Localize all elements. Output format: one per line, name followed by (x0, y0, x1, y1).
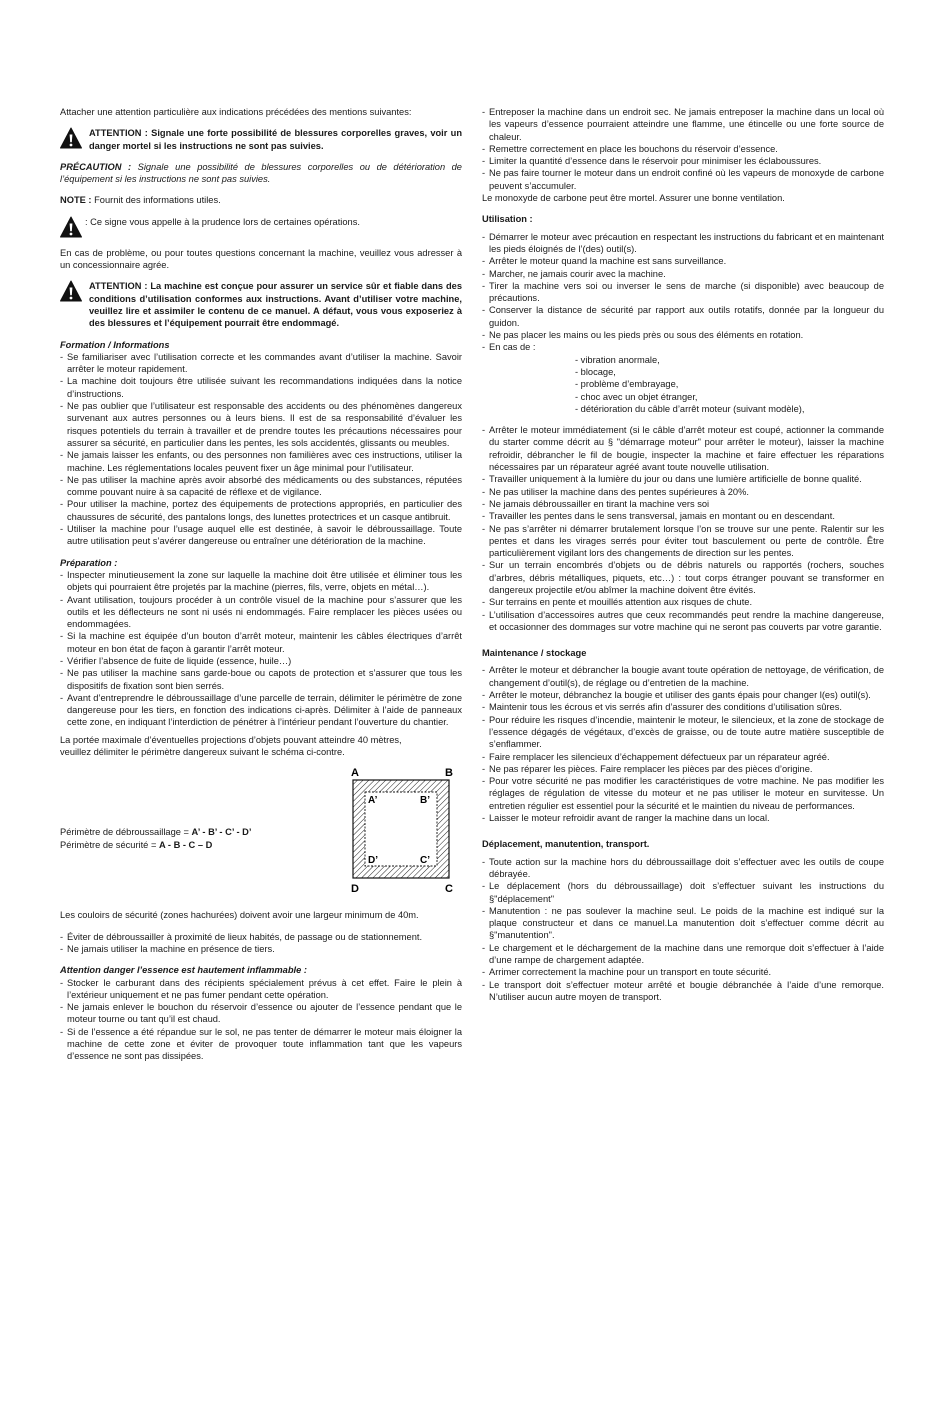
list-item: - Démarrer le moteur avec précaution en respectant les instructions du fabricant et en maintenant les pieds éloignés de l’(des) outil(s). (482, 231, 884, 256)
list-item: - La machine doit toujours être utilisée suivant les recommandations indiquées dans la notice d’instructions. (60, 375, 462, 400)
maintenance-list (482, 664, 884, 824)
list-item: - Ne pas faire tourner le moteur dans un endroit confiné où les vapeurs de monoxyde de carbone peuvent s’accumuler. (482, 167, 884, 192)
list-item: - Ne pas s’arrêter ni démarrer brutalement lorsque l’on se trouve sur une pente. Ralentir sur les pentes et dans les virages serrés pour éviter tout basculement ou perte de contrôle. Être particulièrement vigilant lors des changements de direction sur les pentes. (482, 523, 884, 560)
list-item: - Le chargement et le déchargement de la machine dans une remorque doit s’effectuer à l’aide d’une rampe de chargement adaptée. (482, 942, 884, 967)
precaution-label: PRÉCAUTION : (60, 161, 132, 172)
label-d: D (351, 883, 359, 896)
list-item: - Ne jamais utiliser la machine en présence de tiers. (60, 943, 462, 955)
attention-warning-2 (60, 280, 462, 329)
list-item: - Si la machine est équipée d’un bouton d’arrêt moteur, maintenir les câbles électriques d’arrêt moteur en bon état de façon à garantir l’arrêt moteur. (60, 630, 462, 655)
list-item: - Tirer la machine vers soi ou inverser le sens de marche (si disponible) avec beaucoup de précautions. (482, 280, 884, 305)
perimeter-securite: Périmètre de sécurité = A - B - C – D (60, 839, 213, 850)
formation-title: Formation / Informations (60, 339, 170, 350)
label-a: A (351, 767, 359, 780)
list-item: - Utiliser la machine pour l’usage auquel elle est destinée, à savoir le débroussaillage. Toute autre utilisation peut s’avérer dangereuse ou entraîner une détérioration de la machine. (60, 523, 462, 548)
list-item: - Pour utiliser la machine, portez des équipements de protections appropriés, en particulier des chaussures de sécurité, des pantalons longs, des lunettes protectrices et un casque antibruit. (60, 498, 462, 523)
list-item: - Entreposer la machine dans un endroit sec. Ne jamais entreposer la machine dans un local où les vapeurs d’essence pourraient atteindre une flamme, une étincelle ou une forte source de chaleur. (482, 106, 884, 143)
list-item: - Ne pas utiliser la machine dans des pentes supérieures à 20%. (482, 486, 884, 498)
list-item: - Limiter la quantité d’essence dans le réservoir pour minimiser les éclaboussures. (482, 155, 884, 167)
list-item: - Ne pas utiliser la machine sans garde-boue ou capots de protection et s’assurer que tous les dispositifs de fixation sont bien serrés. (60, 667, 462, 692)
list-item: - Manutention : ne pas soulever la machine seul. Le poids de la machine est indiqué sur la plaque constructeur et dans ce manuel.La manutention doit s’effectuer comme décrit au §"manutention". (482, 905, 884, 942)
list-item: - Arrêter le moteur, débranchez la bougie et utiliser des gants épais pour changer l(es) outil(s). (482, 689, 884, 701)
list-item: - vibration anormale, (575, 354, 660, 365)
attention-text-2: ATTENTION : La machine est conçue pour assurer un service sûr et fiable dans des conditions d’utilisation conformes aux instructions. Avant d’utiliser votre machine, veuillez lire et assimiler le contenu de ce manuel. A défaut, vous vous exposeriez à des blessures et l’équipement pourrait être endommagé. (89, 281, 462, 329)
transport-title: Déplacement, manutention, transport. (482, 839, 650, 850)
precaution-paragraph (60, 161, 462, 186)
list-item: - Ne pas placer les mains ou les pieds près ou sous des éléments en rotation. (482, 329, 884, 341)
note-paragraph (60, 194, 462, 206)
preparation-title: Préparation : (60, 557, 118, 568)
list-item: - Le transport doit s’effectuer moteur arrêté et bougie débranchée à l’aide d’une remorque. N’utiliser aucun autre moyen de transport. (482, 979, 884, 1004)
utilisation-list (482, 231, 884, 354)
warning-triangle-icon (60, 127, 82, 149)
list-item: - problème d’embrayage, (575, 379, 679, 390)
list-item: - Toute action sur la machine hors du débroussaillage doit s’effectuer avec les outils de coupe débrayée. (482, 856, 884, 881)
list-item: - Stocker le carburant dans des récipients spécialement prévus à cet effet. Faire le plein à l’extérieur uniquement et ne pas fumer pendant cette opération. (60, 977, 462, 1002)
list-item: - Conserver la distance de sécurité par rapport aux outils rotatifs, donnée par la longueur du guidon. (482, 304, 884, 329)
list-item: - Arrêter le moteur immédiatement (si le câble d’arrêt moteur est coupé, actionner la commande du starter comme décrit au § "démarrage moteur" pour arrêter le moteur), laisser la machine refroidir, débrancher le fil de bougie, inspecter la machine et faire effectuer les réparations nécessaires par un réparateur agréé avant toute nouvelle utilisation. (482, 424, 884, 473)
label-b-prime: B’ (420, 795, 430, 807)
maintenance-title: Maintenance / stockage (482, 648, 587, 659)
label-a-prime: A’ (368, 795, 378, 807)
projection-paragraph: La portée maximale d’éventuelles projections d’objets pouvant atteindre 40 mètres, veuillez délimiter le périmètre dangereux suivant le schéma ci-contre. (60, 734, 402, 758)
left-column (60, 106, 462, 1063)
list-item: - Arrêter le moteur quand la machine est sans surveillance. (482, 255, 884, 267)
caution-sign-text: : Ce signe vous appelle à la prudence lors de certaines opérations. (85, 216, 360, 227)
list-item: - détérioration du câble d’arrêt moteur (suivant modèle), (575, 403, 805, 414)
formation-list (60, 351, 462, 548)
note-text: Fournit des informations utiles. (91, 195, 221, 206)
attention-text-1: ATTENTION : Signale une forte possibilité de blessures corporelles graves, voir un danger mortel si les instructions ne sont pas suivies. (89, 128, 462, 151)
list-item: - Laisser le moteur refroidir avant de ranger la machine dans un local. (482, 812, 884, 824)
list-item: - Sur terrains en pente et mouillés attention aux risques de chute. (482, 596, 884, 608)
list-item: - Vérifier l’absence de fuite de liquide (essence, huile…) (60, 655, 462, 667)
en-cas-de-list (482, 354, 884, 415)
fuel-list (60, 977, 462, 1063)
label-d-prime: D’ (368, 855, 378, 867)
utilisation-title: Utilisation : (482, 214, 533, 225)
list-item: - Marcher, ne jamais courir avec la machine. (482, 268, 884, 280)
list-item: - Maintenir tous les écrous et vis serrés afin d’assurer des conditions d’utilisation sûres. (482, 701, 884, 713)
label-c-prime: C’ (420, 855, 430, 867)
preparation-list (60, 569, 462, 729)
utilisation-list-2 (482, 424, 884, 633)
list-item: - Pour réduire les risques d’incendie, maintenir le moteur, le silencieux, et la zone de stockage de l’essence dégagés de végétaux, d’excès de graisse, ou de toute autre matière susceptible de s’enflammer. (482, 714, 884, 751)
list-item: - Remettre correctement en place les bouchons du réservoir d’essence. (482, 143, 884, 155)
list-item: - En cas de : (482, 341, 884, 353)
list-item: - Ne pas réparer les pièces. Faire remplacer les pièces par des pièces d’origine. (482, 763, 884, 775)
list-item: - Sur un terrain encombrés d’objets ou de débris naturels ou rapportés (rochers, souches d’arbres, débris métalliques, piquets, etc…) : tout corps étranger pouvant se transformer en dangereux projectile et/ou abîmer la machine doivent être évités. (482, 559, 884, 596)
intro-text: Attacher une attention particulière aux indications précédées des mentions suivantes: (60, 107, 412, 117)
perimeter-diagram-block (60, 766, 462, 904)
list-item: - Ne jamais débroussailler en tirant la machine vers soi (482, 498, 884, 510)
note-label: NOTE : (60, 195, 92, 206)
corridors-paragraph: Les couloirs de sécurité (zones hachurées) doivent avoir une largeur minimum de 40m. (60, 910, 419, 921)
caution-sign-row (60, 216, 462, 238)
label-c: C (445, 883, 453, 896)
list-item: - Ne jamais enlever le bouchon du réservoir d’essence ou ajouter de l’essence pendant que le moteur tourne ou tant qu’il est chaud. (60, 1001, 462, 1026)
list-item: - Faire remplacer les silencieux d’échappement défectueux par un réparateur agréé. (482, 751, 884, 763)
list-item: - Ne pas utiliser la machine après avoir absorbé des médicaments ou des substances, réputées comme pouvant nuire à sa capacité de réflexe et de vigilance. (60, 474, 462, 499)
monoxide-paragraph: Le monoxyde de carbone peut être mortel. Assurer une bonne ventilation. (482, 193, 785, 204)
warning-triangle-icon (60, 280, 82, 302)
perimeter-debroussaillage: Périmètre de débroussaillage = A’ - B’ - C’ - D’ (60, 827, 252, 838)
perimeter-legend (60, 826, 251, 851)
list-item: - Se familiariser avec l’utilisation correcte et les commandes avant d’utiliser la machine. Savoir arrêter le moteur rapidement. (60, 351, 462, 376)
fuel-list-continued (482, 106, 884, 192)
list-item: - Arrimer correctement la machine pour un transport en toute sécurité. (482, 966, 884, 978)
list-item: - Le déplacement (hors du débroussaillage) doit s’effectuer suivant les instructions du §"déplacement" (482, 880, 884, 905)
list-item: - Si de l’essence a été répandue sur le sol, ne pas tenter de démarrer le moteur mais éloigner la machine de cette zone et éviter de provoquer toute inflammation tant que les vapeurs d’essence ne sont pas dissipées. (60, 1026, 462, 1063)
fuel-title: Attention danger l’essence est hautement inflammable : (60, 965, 307, 976)
right-column (482, 106, 884, 1003)
list-item: - Arrêter le moteur et débrancher la bougie avant toute opération de nettoyage, de vérification, de changement d’outil(s), de réglage ou d’entretien de la machine. (482, 664, 884, 689)
avoid-list (60, 931, 462, 956)
list-item: - Travailler les pentes dans le sens transversal, jamais en montant ou en descendant. (482, 510, 884, 522)
list-item: - Inspecter minutieusement la zone sur laquelle la machine doit être utilisée et éliminer tous les objets qui pourraient être projetés par la machine (pierres, fils, verre, objets en métal…). (60, 569, 462, 594)
perimeter-diagram (343, 766, 455, 898)
list-item: - choc avec un objet étranger, (575, 391, 698, 402)
list-item: - Pour votre sécurité ne pas modifier les caractéristiques de votre machine. Ne pas modifier les réglages de régulation de vitesse du moteur et ne pas utiliser le moteur en survitesse. Un entretien régulier est essentiel pour la sécurité et le maintien du niveau de performances. (482, 775, 884, 812)
list-item: - Ne jamais laisser les enfants, ou des personnes non familières avec ces instructions, utiliser la machine. Les réglementations locales peuvent fixer un âge minimal pour l’utilisateur. (60, 449, 462, 474)
list-item: - Avant utilisation, toujours procéder à un contrôle visuel de la machine pour s’assurer que les outils et les déflecteurs ne sont ni usés ni endommagés. Faire remplacer les pièces usées ou endommagées. (60, 594, 462, 631)
label-b: B (445, 767, 453, 780)
list-item: - Avant d’entreprendre le débroussaillage d’une parcelle de terrain, délimiter le périmètre de zone dangereuse pour les tiers, en fonction des indications ci-après. Délimiter à l’aide de panneaux cette zone, en indiquant l’interdiction de pénétrer à l’intérieur pendant l’ouverture du chantier. (60, 692, 462, 729)
problem-paragraph: En cas de problème, ou pour toutes questions concernant la machine, veuillez vous adresser à un concessionnaire agrée. (60, 247, 462, 271)
list-item: - Travailler uniquement à la lumière du jour ou dans une lumière artificielle de bonne qualité. (482, 473, 884, 485)
attention-warning-1 (60, 127, 462, 152)
transport-list (482, 856, 884, 1004)
list-item: - L’utilisation d’accessoires autres que ceux recommandés peut rendre la machine dangereuse, et occasionner des dommages sur votre machine qui ne seront pas couverts par votre garantie. (482, 609, 884, 634)
list-item: - Éviter de débroussailler à proximité de lieux habités, de passage ou de stationnement. (60, 931, 462, 943)
warning-triangle-icon (60, 216, 82, 238)
list-item: - blocage, (575, 366, 616, 377)
precaution-text: Signale une possibilité de blessures corporelles ou de détérioration de l’équipement si les instructions ne sont pas suivies. (60, 161, 462, 185)
list-item: - Ne pas oublier que l’utilisateur est responsable des accidents ou des phénomènes dangereux survenant aux autres personnes ou à leurs biens. Il est de sa responsabilité d’évaluer les risques potentiels du terrain à travailler et de prendre toutes les précautions nécessaires pour assurer sa sécurité, en particulier dans les pentes, les sols accidentés, glissants ou meubles. (60, 400, 462, 449)
